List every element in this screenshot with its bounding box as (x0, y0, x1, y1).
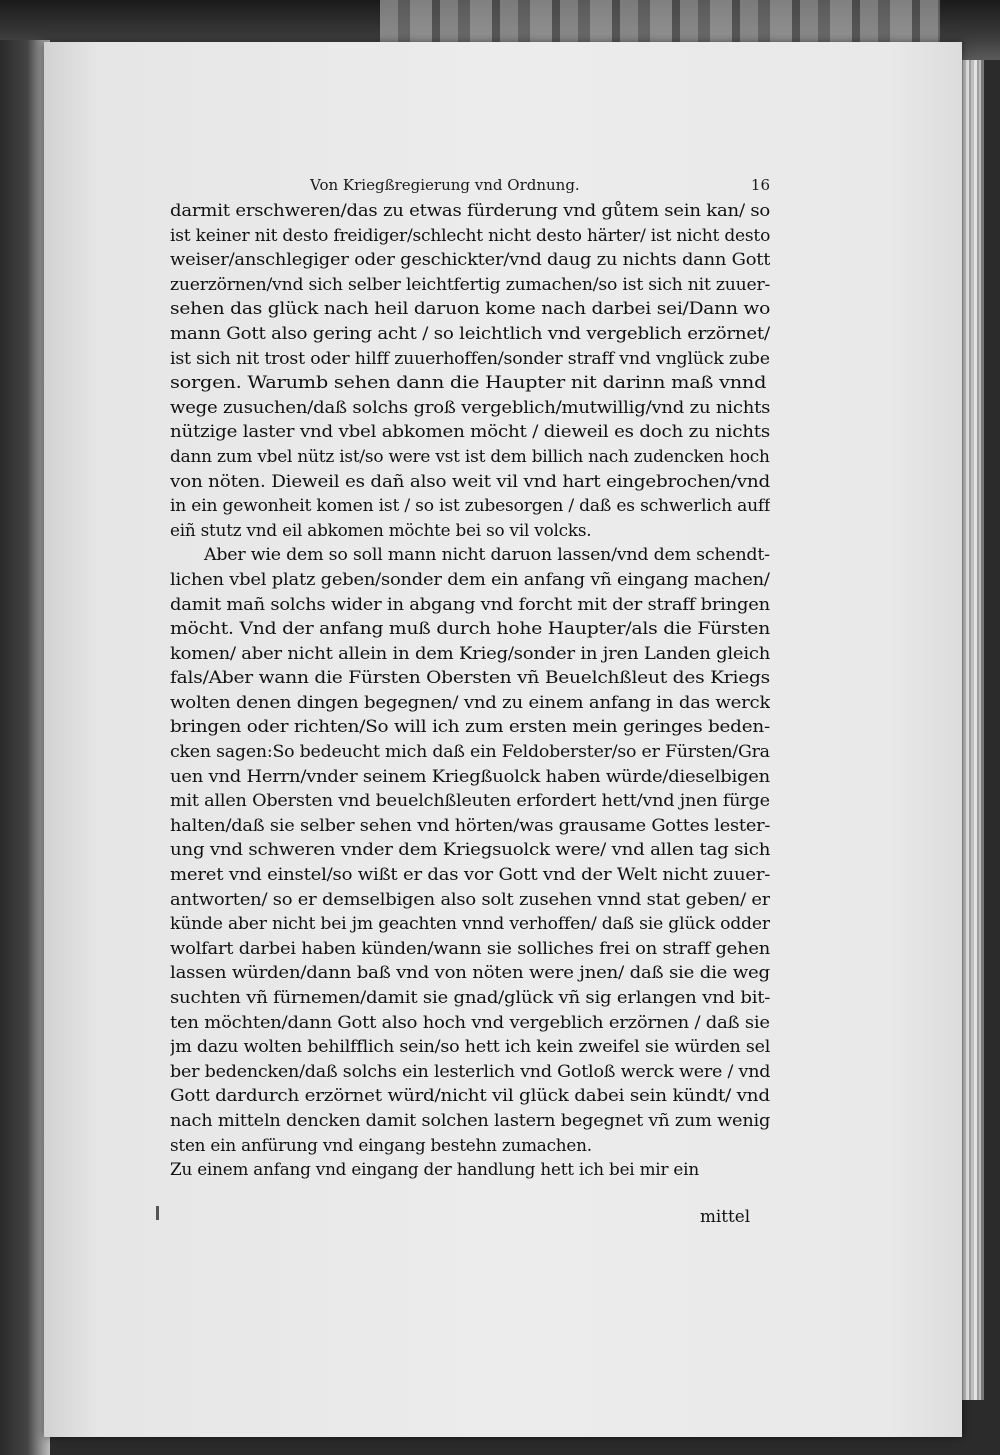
text-line: nützige laster vnd vbel abkomen möcht / dieweil es doch zu nichts (170, 421, 770, 442)
text-line: ung vnd schweren vnder dem Kriegsuolck were/ vnd allen tag sich (170, 839, 770, 860)
text-line: suchten vñ fürnemen/damit sie gnad/glück vñ sig erlangen vnd bit- (170, 987, 770, 1007)
text-line: lichen vbel platz geben/sonder dem ein anfang vñ eingang machen/ (170, 568, 770, 589)
text-line: fals/Aber wann die Fürsten Obersten vñ Beuelchßleut des Kriegs (170, 667, 770, 688)
paragraph-start-line: Zu einem anfang vnd eingang der handlung hett ich bei mir ein (170, 1159, 699, 1180)
text-line: ber bedencken/daß solchs ein lesterlich vnd Gotloß werck were / vnd (170, 1060, 770, 1081)
text-line: antworten/ so er demselbigen also solt zusehen vnnd stat geben/ er (170, 888, 770, 909)
text-line: eiñ stutz vnd eil abkomen möchte bei so vil volcks. (170, 519, 592, 540)
text-line: cken sagen:So bedeucht mich daß ein Feldoberster/so er Fürsten/Gra (170, 741, 770, 762)
text-line: künde aber nicht bei jm geachten vnnd verhoffen/ daß sie glück odder (170, 913, 770, 934)
text-line: meret vnd einstel/so wißt er das vor Gott vnd der Welt nicht zuuer- (170, 864, 770, 885)
body-text (170, 198, 770, 1182)
text-line: von nöten. Dieweil es dañ also weit vil vnd hart eingebrochen/vnd (170, 470, 770, 491)
text-line: wolfart darbei haben künden/wann sie solliches frei on straff gehen (170, 937, 770, 958)
text-line: mit allen Obersten vnd beuelchßleuten erfordert hett/vnd jnen fürge (170, 790, 770, 811)
text-line: möcht. Vnd der anfang muß durch hohe Haupter/als die Fürsten (170, 618, 770, 639)
text-line: sorgen. Warumb sehen dann die Haupter nit darinn maß vnnd (170, 372, 767, 393)
text-line: sehen das glück nach heil daruon kome nach darbei sei/Dann wo (170, 298, 770, 319)
text-line: ist sich nit trost oder hilff zuuerhoffen/sonder straff vnd vnglück zube (170, 347, 770, 368)
text-line: dann zum vbel nütz ist/so were vst ist dem billich nach zudencken hoch (170, 445, 770, 466)
text-line: zuerzörnen/vnd sich selber leichtfertig zumachen/so ist sich nit zuuer- (170, 273, 770, 294)
text-line: wege zusuchen/daß solchs groß vergeblich/mutwillig/vnd zu nichts (170, 396, 770, 417)
catchword: mittel (700, 1206, 751, 1226)
text-line: darmit erschweren/das zu etwas fürderung vnd gůtem sein kan/ so (170, 200, 770, 220)
text-line: mann Gott also gering acht / so leichtlich vnd vergeblich erzörnet/ (170, 322, 770, 343)
running-title: Von Kriegßregierung vnd Ordnung. (310, 176, 580, 194)
frayed-top-edge (380, 0, 940, 45)
text-line: sten ein anfürung vnd eingang bestehn zumachen. (170, 1134, 592, 1155)
text-line: Gott dardurch erzörnet würd/nicht vil glück dabei sein kündt/ vnd (170, 1085, 770, 1106)
running-head (180, 176, 770, 200)
margin-mark (156, 1206, 159, 1220)
text-line: nach mitteln dencken damit solchen lastern begegnet vñ zum wenig (170, 1109, 770, 1130)
text-line: weiser/anschlegiger oder geschickter/vnd daug zu nichts dann Gott (170, 249, 770, 270)
folio-number: 16 (750, 176, 770, 194)
text-line: uen vnd Herrn/vnder seinem Kriegßuolck haben würde/dieselbigen (170, 765, 770, 786)
text-line: bringen oder richten/So will ich zum ersten mein geringes beden- (170, 716, 770, 737)
text-line: damit mañ solchs wider in abgang vnd forcht mit der straff bringen (170, 593, 770, 614)
text-line: halten/daß sie selber sehen vnd hörten/was grausame Gottes lester- (170, 814, 770, 835)
text-line: in ein gewonheit komen ist / so ist zubesorgen / daß es schwerlich auff (170, 495, 770, 516)
paragraph-start-line: Aber wie dem so soll mann nicht daruon lassen/vnd dem schendt- (204, 544, 770, 565)
text-line: jm dazu wolten behilfflich sein/so hett ich kein zweifel sie würden sel (170, 1036, 770, 1057)
book-gutter (0, 40, 50, 1455)
text-line: ist keiner nit desto freidiger/schlecht nicht desto härter/ ist nicht desto (170, 224, 770, 245)
text-line: ten möchten/dann Gott also hoch vnd vergeblich erzörnen / daß sie (170, 1011, 770, 1032)
text-line: lassen würden/dann baß vnd von nöten were jnen/ daß sie die weg (170, 962, 770, 983)
text-line: komen/ aber nicht allein in dem Krieg/sonder in jren Landen gleich (170, 642, 770, 663)
text-line: wolten denen dingen begegnen/ vnd zu einem anfang in das werck (170, 691, 770, 712)
